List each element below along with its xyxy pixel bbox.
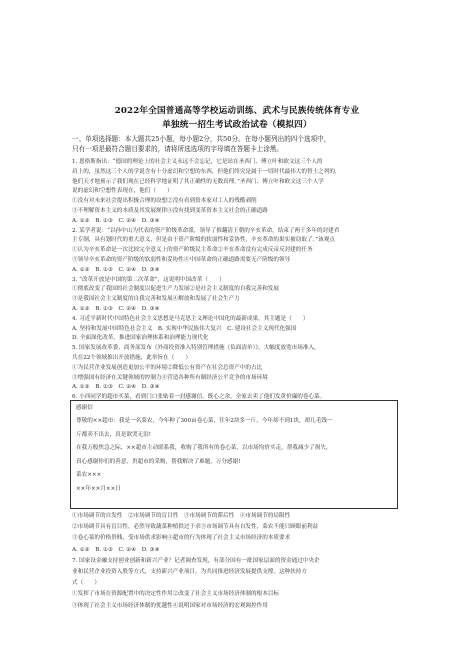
question-text-line: ①没有对未来社会提出积极合理的设想②没有看到资本家对工人的残酷剥削 (72, 198, 257, 205)
question-text-line: 4. 习近平新时代中国特色社会主义思想是马克思主义理论中国化的最新成果，其主题是（ ） (72, 315, 309, 322)
question-text-line: 主专制，具有划时代的重大意义，但是由于资产阶级的软弱性和妥协性，辛亥革命的果实被窃取了。”该观点 (72, 237, 335, 244)
question-text-line: 他们天才地预示了我们现在已经科学地证明了其正确性的无数真理。”圣西门、傅立叶和欧文这三个人学 (72, 178, 324, 185)
letter-line: 在我万般焦急之际，××超市主动联系我，收购了我所有的卷心菜，以市场均价买走，帮我减少了损失， (76, 445, 332, 452)
question-text-line: 说的虚幻和空想性表现在，他们（ ） (72, 188, 173, 195)
question-text-line: A. ①② B. ①③ C. ②④ D. ③④ (72, 384, 160, 391)
question-text-line: ②市场调节具有盲目性，必然导致蔬菜种植供过于求③市场调节具有自发性，菜农不能只顾眼前利益 (72, 524, 319, 531)
question-text-line: 6. 小西同学的超市买菜，看到门口张贴着一封感谢信。既心之余，全家去卖了他们发黄价廉的卷心菜。 (72, 394, 326, 401)
letter-line: ××年××月××日 (76, 486, 121, 492)
question-text-line: A. ①② B. ①③ C. ②④ D. ③④ (72, 266, 160, 273)
question-text-line: 业和民营企业投资入股等方式，支持新兴产业项目，为共同推进经济发展提供支撑。这种扶持方 (72, 569, 307, 575)
question-text-line: ①市场调节的自发性 ②市场调节的盲目性 ③市场调节的滞后性 ④市场调节的局限性 (72, 513, 291, 519)
question-text-line: ①发挥了市场在资源配置中的决定性作用②改变了社会主义市场经济体制的根本目标 (72, 591, 279, 598)
question-text-line: ③卷心菜的价格贵贱，受市场供求影响④超市的行为体现了社会主义市场经济的本质要求 (72, 535, 291, 542)
question-text-line: D. 全面深化改革，推进国家治理体系和治理能力现代化 (72, 335, 209, 342)
section-heading-line1: 一、单项选择题：本大题共25小题，每小题2分，共50分。在每小题列出的四个选项中， (72, 135, 331, 143)
question-text-line: 2. 某学者说：“以孙中山为代表的资产阶级革命派，领导了推翻清王朝的辛亥革命，结束了两千多年的封建君 (72, 227, 340, 234)
question-text-line: 3. “改革开放是中国的第二次革命”，这说明中国改革（ ） (72, 276, 225, 283)
question-text-line: A. 坚持和发展中国特色社会主义 B. 实现中华民族伟大复兴 C. 建设社会主义现代化强国 (72, 325, 297, 332)
question-text-line: 肩上的，虽然这三个人的学说含有十分虚幻和空想的东西，但他们终究是属于一切时代最伟大的智士之列的， (72, 168, 341, 175)
exam-title-line2: 单独统一招生考试政治试卷（模拟四） (162, 120, 312, 130)
question-text-line: A. ①② B. ①③ C. ②④ D. ③④ (72, 546, 160, 553)
question-text-line: ③增强国有经济在关键领域的控制力④营造各种所有制经济公平竞争的市场环境 (72, 374, 268, 381)
question-text-line: A. ①② B. ①③ C. ②④ D. ③④ (72, 217, 160, 224)
letter-line: 真心感谢你们的善意，贵超市的采购，帮我解决了难题，万分感谢! (76, 458, 241, 465)
question-text-line: ①认为辛亥革命是一次比较完全意义上的资产阶级民主革命②辛亥革命没有完成反帝反封建的任务 (72, 247, 313, 254)
question-text-line: ①彻底改变了我国的社会制度以促进生产力发展②是社会主义制度的自我完善和发展 (72, 286, 279, 293)
question-text-line: ①为民营企业发展创造更加公平的环境②降低公有资产在社会总资产中的占比 (72, 364, 263, 371)
letter-line: 尊敬的××超市：我是一名菜农，今年种了300亩卷心菜，往年2块多一斤，今年却不到1块，却几毛钱一 (76, 418, 333, 424)
letter-heading: 感谢信 (76, 405, 93, 411)
letter-line: 斤都卖不出去，真是欲哭无泪! (76, 431, 151, 438)
question-text-line: ③是我国社会主义制度的自我完善和发展④解放和发展了社会生产力 (72, 296, 240, 303)
question-text-line: ③不理解资本主义的本质及其发展规律④没有找到变革资本主义社会的正确道路 (72, 208, 268, 214)
exam-title-line1: 2022年全国普通高等学校运动训练、武术与民族传统体育专业 (114, 106, 360, 116)
section-heading-line2: 只有一项是最符合题目要求的，请将所选选项的字母填在答题卡上涂黑。 (72, 145, 283, 153)
question-text-line: 7. 国家设金融支持创业创新和新兴产业？记者调查发现，有部分国有一批国家层面的资金通过中央企 (72, 557, 320, 564)
question-text-line: 1. 恩格斯指出：“德国的理论上的社会主义永远不会忘记，它是站在圣西门、傅立叶和欧文这三个人的 (72, 159, 323, 165)
question-text-line: ③体现了社会主义市场经济体制的优越性④说明国家对市场经济的宏观调控作用 (72, 602, 268, 609)
question-text-line: 式（ ） (72, 580, 100, 587)
question-text-line: 5. 国家发展改革委、商务部发布《外商投资准入特别管理措施（负面清单）》，大幅度放宽市场准入， (72, 345, 320, 352)
letter-line: 菜农××× (76, 472, 102, 479)
question-text-line: 共在22个领域推出开放措施，此举旨在（ ） (72, 355, 191, 361)
question-text-line: ③领导辛亥革命的资产阶级的软弱性和妥协性④中国革命的正确道路需要无产阶级的领导 (72, 257, 291, 263)
question-text-line: A. ①② B. ①③ C. ②④ D. ③④ (72, 306, 160, 312)
